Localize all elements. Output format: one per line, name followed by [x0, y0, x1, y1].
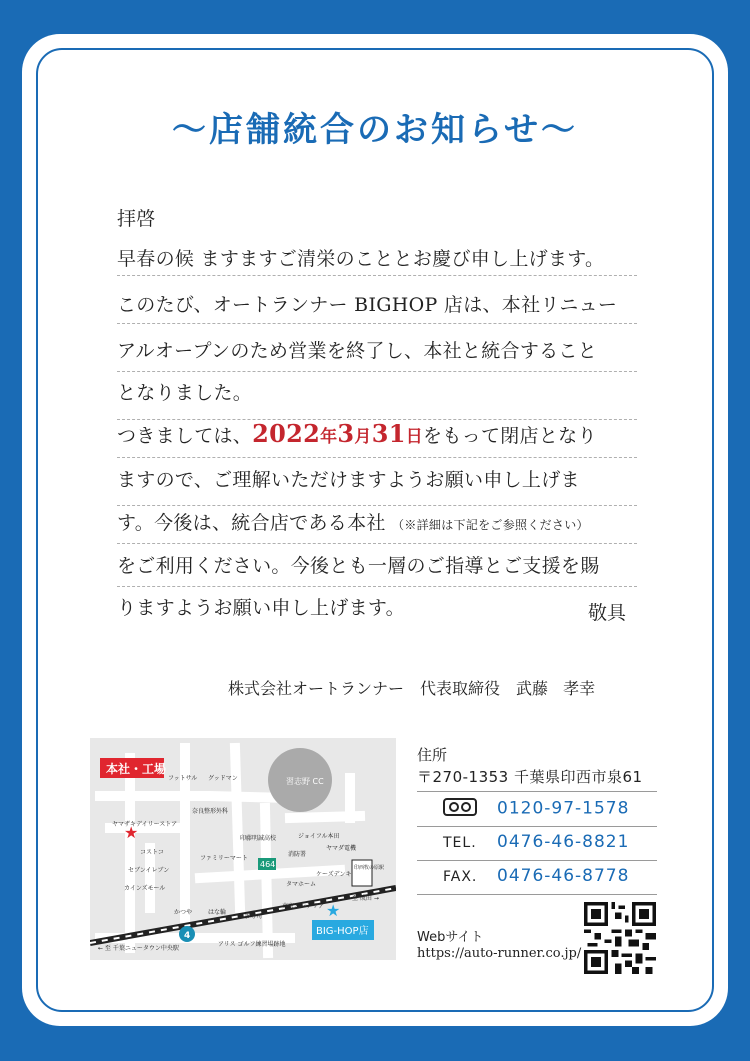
tel-row — [417, 832, 629, 852]
route-464-marker: 464 — [260, 860, 276, 869]
tel-number[interactable]: 0476-46-8821 — [497, 832, 630, 852]
fax-row — [417, 866, 629, 886]
fax-number: 0476-46-8778 — [497, 866, 630, 886]
map-station: 印西牧の原駅 — [354, 865, 385, 871]
freedial-row — [417, 798, 629, 820]
letter-line-4: となりました。 — [117, 382, 253, 404]
letter-line-6: ますので、ご理解いただけますようお願い申し上げま — [117, 469, 580, 491]
letter-greeting: 拝啓 — [117, 208, 156, 230]
closing-date-month: 3 — [337, 419, 355, 448]
svg-text:セブンイレブン: セブンイレブン — [128, 867, 170, 874]
letter-line-1: 早春の候 ますますご清栄のこととお慶び申し上げます。 — [117, 248, 605, 270]
svg-text:ジョイフル本田: ジョイフル本田 — [298, 833, 340, 840]
closing-date-day: 31 — [371, 419, 406, 448]
letter-line-3: アルオープンのため営業を終了し、本社と統合すること — [117, 340, 598, 362]
letter-line-8: をご利用ください。今後とも一層のご指導とご支援を賜 — [117, 555, 600, 577]
fax-label: FAX. — [443, 869, 478, 885]
letter-line-2: このたび、オートランナー BIGHOP 店は、本社リニュー — [117, 294, 618, 316]
access-map — [90, 738, 396, 960]
map-golf-label: 習志野 CC — [286, 777, 324, 786]
svg-text:奈良整形外科: 奈良整形外科 — [192, 808, 229, 815]
detail-note: （※詳細は下記をご参照ください） — [392, 518, 589, 532]
notice-card — [22, 34, 728, 1026]
svg-text:ケーズデンキ: ケーズデンキ — [316, 871, 352, 878]
svg-text:アリス ゴルフ練習場跡地: アリス ゴルフ練習場跡地 — [218, 941, 286, 948]
hq-star-icon: ★ — [124, 823, 139, 842]
bighop-star-icon: ★ — [326, 901, 341, 920]
route-4-marker: 4 — [184, 931, 191, 941]
svg-text:← 至 千葉ニュータウン中央駅: ← 至 千葉ニュータウン中央駅 — [98, 945, 179, 952]
page-title: 〜店舗統合のお知らせ〜 — [172, 110, 578, 150]
web-label: Webサイト — [417, 930, 484, 945]
svg-text:至 成田 →: 至 成田 → — [352, 895, 379, 902]
svg-text:消防署: 消防署 — [288, 851, 307, 858]
web-url[interactable]: https://auto-runner.co.jp/ — [417, 946, 582, 961]
svg-text:東京インテリア: 東京インテリア — [282, 903, 325, 910]
svg-text:かつや: かつや — [174, 909, 193, 916]
svg-text:フットサル: フットサル — [168, 775, 198, 782]
tel-label: TEL. — [443, 835, 477, 851]
letter-line-9: りますようお願い申し上げます。 — [117, 597, 405, 619]
svg-text:ヤマザキデイリーストア: ヤマザキデイリーストア — [112, 821, 178, 828]
svg-text:はな輪: はな輪 — [208, 909, 227, 916]
qr-code-icon[interactable] — [584, 902, 656, 974]
svg-text:ファミリーマート: ファミリーマート — [200, 855, 248, 862]
map-hq-label: 本社・工場 — [106, 762, 167, 776]
svg-text:コストコ: コストコ — [140, 849, 164, 856]
letter-line-5: つきましては、2022年3月31日をもって閉店となり — [117, 419, 597, 448]
address: 〒270-1353 千葉県印西市泉61 — [417, 768, 643, 786]
svg-text:タマホーム: タマホーム — [286, 881, 317, 888]
signature: 株式会社オートランナー 代表取締役 武藤 孝幸 — [228, 679, 596, 698]
address-label: 住所 — [417, 746, 448, 764]
closing-date-year: 2022 — [252, 419, 321, 448]
map-bighop-label: BIG-HOP店 — [316, 926, 369, 937]
svg-text:カインズモール: カインズモール — [124, 885, 166, 892]
letter-closing: 敬具 — [588, 602, 627, 624]
svg-text:グッドマン: グッドマン — [208, 775, 238, 782]
freedial-icon — [417, 798, 497, 820]
svg-text:はま寿司: はま寿司 — [238, 913, 263, 920]
freedial-number[interactable]: 0120-97-1578 — [497, 798, 630, 819]
letter-line-7: す。今後は、統合店である本社 （※詳細は下記をご参照ください） — [117, 512, 589, 534]
svg-text:ヤマダ電機: ヤマダ電機 — [326, 845, 357, 852]
svg-text:印藤明誠高校: 印藤明誠高校 — [240, 835, 277, 842]
